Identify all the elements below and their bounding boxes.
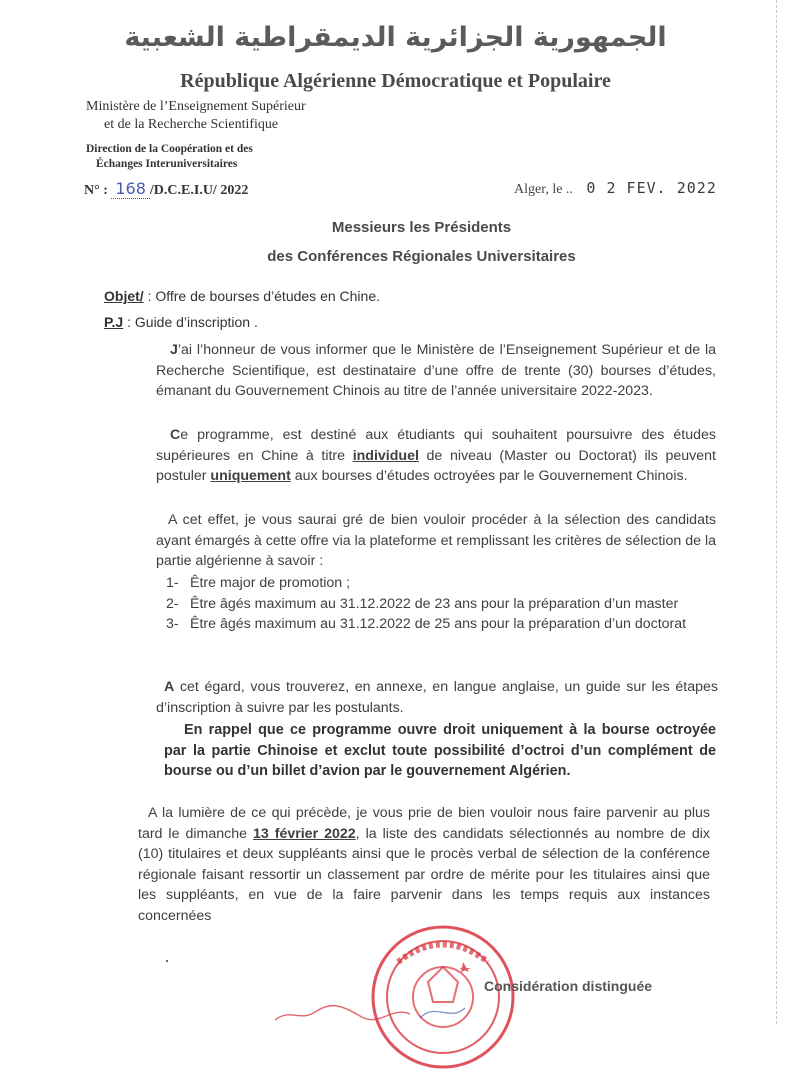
paragraph-reminder [164,720,716,782]
direction-name [86,142,253,172]
paragraph-6-text-a: A la lumière de ce qui précède, je vous prie de bien vouloir nous faire parvenir au plus tard le dimanche [138,805,710,842]
criteria-number: 3- [166,616,179,633]
ministry-line-1: Ministère de l’Enseignement Supérieur [86,99,306,114]
criteria-text: Être âgés maximum au 31.12.2022 de 23 ans pour la préparation d’un master [190,595,679,612]
place-and-date: Alger, le .. 0 2 FEV. 2022 [514,179,717,197]
paragraph-2-text-c: aux bourses d’études octroyées par le Gouvernement Chinois. [290,468,688,485]
criteria-number: 1- [166,575,179,591]
paragraph-4-text: cet égard, vous trouverez, en annexe, en langue anglaise, un guide sur les étapes d’inscription à suivre par les postulants. [156,679,718,716]
reference-number [84,179,248,199]
criteria-item [166,573,718,594]
page-edge-dashed-line [775,0,777,1024]
paragraph-guide [156,677,718,718]
paragraph-3-text: A cet effet, je vous saurai gré de bien vouloir procéder à la sélection des candidats ayant émargés à cette offre via la plateforme et remplissant les critères de sélection de la partie algérienne à savoir : [156,512,716,570]
ministry-name [86,98,306,134]
direction-line-1: Direction de la Coopération et des [86,143,253,155]
paragraph-5-text: En rappel que ce programme ouvre droit uniquement à la bourse octroyée par la partie Chinoise et exclut toute possibilité d’octroi d’un complément de bourse ou d’un billet d’avion par le gouvernement Algérien. [164,722,716,780]
paragraph-2-text-a: e programme, est destiné aux étudiants qui souhaitent poursuivre des études supérieures en Chine à titre [156,427,716,464]
criteria-text: Être major de promotion ; [190,575,351,591]
criteria-item [166,614,718,635]
paragraph-2-uniquement: uniquement [210,468,291,485]
reference-prefix: N° : [84,183,108,198]
attachment-text: : Guide d’inscription . [127,314,258,330]
official-stamp-icon [368,922,518,1072]
criteria-number: 2- [166,595,179,612]
paragraph-selection [156,510,716,572]
paragraph-deadline [138,803,710,927]
attachment-line [104,314,258,330]
paragraph-6-text-b: , la liste des candidats sélectionnés au nombre de dix (10) titulaires et deux suppléants ainsi que le procès verbal de sélection de la conférence régionale faisant ressortir un classement par ordre de mérite pour les titulaires ainsi que les suppléants, en vue de la faire parvenir dans les temps requis aux instances concernées [138,825,710,924]
criteria-text: Être âgés maximum au 31.12.2022 de 25 ans pour la préparation d’un doctorat [190,616,687,633]
recipient-line-2: des Conférences Régionales Universitaires [267,248,576,265]
paragraph-1-text: ’ai l’honneur de vous informer que le Ministère de l’Enseignement Supérieur et de la Recherche Scientifique, est destinataire d’une offre de trente (30) bourses d’études, émanant du Gouvernement Chinois au titre de l’année universitaire 2022-2023. [156,342,716,400]
object-label: Objet/ [104,288,144,304]
republic-title: République Algérienne Démocratique et Populaire [180,70,611,92]
closing-salutation: Considération distinguée [484,978,653,994]
paragraph-program [156,425,716,487]
reference-suffix: /D.C.E.I.U/ 2022 [149,183,249,198]
paragraph-4-lead: A [164,679,175,695]
place-label: Alger, le [514,182,563,197]
paragraph-introduction [156,340,716,402]
attachment-label: P.J [104,314,124,330]
paragraph-2-individuel: individuel [352,447,419,464]
criteria-item [166,594,718,615]
direction-line-2: Échanges Interuniversitaires [96,158,238,170]
ministry-line-2: et de la Recherche Scientifique [104,117,279,132]
object-line [104,288,380,304]
paragraph-2-text-b: de niveau (Master ou Doctorat) ils peuvent postuler [156,447,717,485]
paragraph-1-lead: J [170,342,178,358]
recipient-line-1: Messieurs les Présidents [331,219,512,236]
paragraph-2-lead: C [170,427,181,443]
object-text: : Offre de bourses d’études en Chine. [147,288,381,304]
signature-icon [270,998,470,1024]
paragraph-6-deadline-date: 13 février 2022 [252,825,356,842]
arabic-state-title: الجمهورية الجزائرية الديمقراطية الشعبية [124,22,667,53]
criteria-list [166,573,718,635]
date-stamp: 0 2 FEV. 2022 [586,179,717,197]
reference-handwritten-number: 168 [111,179,150,199]
stray-dot [166,960,168,962]
